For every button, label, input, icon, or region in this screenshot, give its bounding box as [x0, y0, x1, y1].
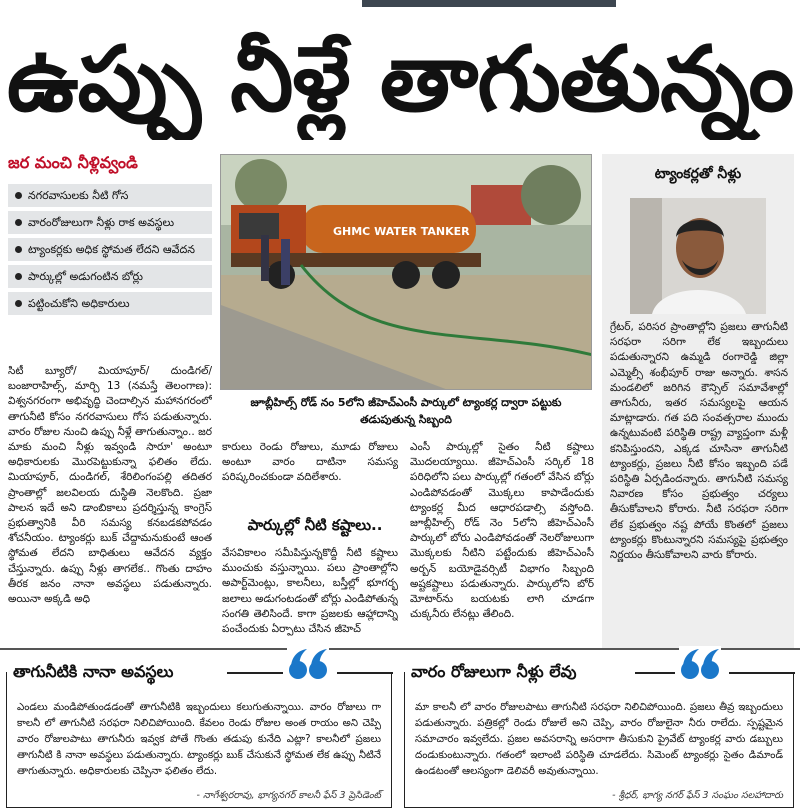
article-column-2b: వేసవికాలం సమీపిస్తున్నకొద్దీ నీటి కష్టాలు ముంచుకు వస్తున్నాయి. పలు ప్రాంతాల్లోని అపార్ట్‌మెంట్లు, కాలనీలు, బస్తీల్లో భూగర్భ జలాలు అడుగంటడంతో బోర్లు ఎండిపోతున్న సంగతి తెలిసిందే. కాగా ప్రజలకు ఆహ్లాదాన్ని పంచేందుకు ఏర్పాటు చేసిన జీహెచ్ — [222, 547, 398, 636]
headline: ఉప్పు నీళ్లే తాగుతున్నం — [6, 27, 794, 132]
tanker-label: GHMC WATER TANKER — [333, 225, 470, 238]
quote-icon — [287, 646, 329, 686]
box-right-body: మా కాలనీ లో వారం రోజులపాటు తాగునీటి సరఫరా నిలిచిపోయింది. ప్రజలు తీవ్ర ఇబ్బందులు పడుతున్నారు. పత్రికల్లో రెండు రోజులే అని చెప్పి, వారం రోజులైనా నీరు రాలేదు. స్పష్టమైన సమాచారం ఇవ్వలేదు. ప్రజల అవసరాన్ని అసరాగా తీసుకుని ప్రైవేట్ ట్యాంకర్ల వారు డబ్బులు దండుకుంటున్నారు. గతంలో ఇలాంటి పరిస్థితి చూడలేదు. సిమెంట్ ట్యాంకర్లు సైతం డిమాండ్ ఉండటంతో ఆలస్యంగా డెలివరీ అవుతున్నాయి. — [415, 702, 783, 777]
box-top-line — [227, 672, 283, 674]
box-right-signature: - శ్రీధర్, భాగ్య నగర్ ఫేస్ 3 సంఘం సలహాదారు — [612, 790, 783, 801]
bullet-text: వారంరోజులుగా నీళ్లు రాక అవస్థలు — [28, 216, 175, 229]
sidebar-box — [602, 154, 794, 648]
tanker-illustration — [221, 155, 592, 390]
opinion-box-left — [6, 662, 392, 808]
subheadline: జర మంచి నీళ్లివ్వండి — [8, 153, 138, 172]
portrait-photo — [630, 198, 766, 314]
box-left-signature: - నాగేశ్వరరావు, భాగ్యనగర్ కాలనీ ఫేస్ 3 ప్రెసిడెంట్ — [196, 790, 381, 801]
bullet-dot-icon — [15, 273, 22, 280]
bullet-item — [8, 238, 212, 261]
opinion-box-right — [404, 662, 794, 808]
sidebar-title: ట్యాంకర్లతో నీళ్లు — [654, 166, 742, 182]
bullet-text: పార్కుల్లో అడుగంటిన బోర్లు — [28, 270, 143, 283]
article-column-2: కారులు రెండు రోజులు, మూడు రోజులు అంటూ వారం దాటినా సమస్య పరిష్కరించకుండా వదిలేశారు. — [222, 441, 398, 484]
bullet-dot-icon — [15, 300, 22, 307]
bullet-list — [8, 184, 212, 356]
bullet-item — [8, 211, 212, 234]
section-heading-parks: పార్కుల్లో నీటి కష్టాలు.. — [247, 516, 383, 534]
bullet-item — [8, 292, 212, 315]
box-left-title: తాగునీటికి నానా అవస్థలు — [7, 658, 179, 686]
bullet-text: పట్టించుకోని అధికారులు — [28, 297, 130, 310]
bullet-text: నగరవాసులకు నీటి గోస — [28, 189, 129, 202]
box-top-line — [729, 672, 795, 674]
bullet-item — [8, 265, 212, 288]
box-top-line — [635, 672, 675, 674]
tanker-photo — [220, 154, 592, 390]
bullet-item — [8, 184, 212, 207]
person-illustration — [630, 198, 766, 314]
article-column-3: ఎంసీ పార్కుల్లో సైతం నీటి కష్టాలు మొదలయ్యాయి. జీహెచ్‌ఎంసీ సర్కిల్ 18 పరిధిలోని పలు పార్కుల్లో గతంలో వేసిన బోర్లు ఎండిపోవడంతో మొక్కలు కాపాడేందుకు ట్యాంకర్ల మీద ఆధారపడాల్సి వస్తోంది. జూబ్లీహిల్స్ రోడ్ నెం 5లోని జీహెచ్‌ఎంసీ పార్కులో బోరు ఎండిపోవడంతో నెలరోజులుగా మొక్కలకు నీటిని పట్టేందుకు జీహెచ్ఎంసీ అర్బన్ బయోడైవర్సిటీ విభాగం సిబ్బంది అష్టకష్టాలు పడుతున్నారు. పార్కులోని బోర్ మోటార్‌ను బయటకు లాగి చూడగా చుక్కనీరు లేనట్లు తేలింది. — [410, 441, 594, 621]
bullet-text: ట్యాంకర్లకు అధిక స్థోమత లేదని ఆవేదన — [28, 243, 195, 256]
photo-caption: జూబ్లీహిల్స్ రోడ్ నం 5లోని జీహెచ్‌ఎంసీ పార్కులో ట్యాంకర్ల ద్వారా పట్టుకు తడుపుతున్న సిబ్బంది — [250, 396, 562, 426]
bullet-dot-icon — [15, 246, 22, 253]
box-right-title: వారం రోజులుగా నీళ్లు లేవు — [405, 658, 583, 686]
bullet-dot-icon — [15, 219, 22, 226]
quote-icon — [679, 646, 721, 686]
box-top-line — [337, 672, 393, 674]
sidebar-text: గ్రేటర్, పరిసర ప్రాంతాల్లోని ప్రజలు తాగునీటి సరఫరా సరిగా లేక ఇబ్బందులు పడుతున్నారని ఉమ్మడి రంగారెడ్డి జిల్లా ఎమ్మెల్సీ శంభీపూర్ రాజు అన్నారు. శాసన మండలిలో జరిగిన కౌన్సిల్ సమావేశాల్లో తాగునీరు, ఇతర సమస్యలపై ఆయన మాట్లాడారు. గత పది సంవత్సరాల ముందు ఉన్నటువంటి పరిస్థితి రాష్ట్ర వ్యాప్తంగా మళ్లీ కనిపిస్తుందని, ఎక్కడ చూసినా తాగునీటి ట్యాంకర్లు, ప్రజలు నీటి కోసం ఇబ్బంది పడే పరిస్థితి ఏర్పడిందన్నారు. తాగునీటి సమస్య నివారణ కోసం ప్రభుత్వం చర్యలు తీసుకోవాలని కోరారు. నీటి సరఫరా సరిగా లేక ప్రభుత్వం నష్ట పోయే కొంతలో ప్రజలు ట్యాంకర్లు కొంటున్నారని సమస్యపై ప్రభుత్వం నిర్ణయం తీసుకోవాలని వారు కోరారు. — [610, 321, 788, 562]
bullet-dot-icon — [15, 192, 22, 199]
box-left-body: ఎండలు మండిపోతుండడంతో తాగునీటికి ఇబ్బందులు కలుగుతున్నాయి. వారం రోజులు గా కాలనీ లో తాగునీటి సరఫరా నిలిచిపోయింది. కేవలం రెండు రోజుల అంత రాయం అని చెప్పి వారం రోజులపాటు తాగునీరు ఇవ్వక పోతే గొంతు తడుపు కునేది ఎట్లా? కాలనీలో ప్రజలు తాగునీటి కి నానా అవస్థలు పడుతున్నారు. ట్యాంకర్లు బుక్ చేసుకునే స్థోమత లేక ఉప్పు నీటినే తాగుతున్నారు. అధికారులకు చెప్పినా ఫలితం లేదు. — [17, 702, 381, 777]
masthead-bar — [362, 0, 616, 7]
article-column-1: సిటీ బ్యూరో/ మియాపూర్/ దుండిగల్/ బంజారాహిల్స్, మార్చి 13 (నమస్తే తెలంగాణ): విశ్వనగరంగా అభివృద్ధి చెందాల్సిన మహానగరంలో తాగునీటి కోసం నగరవాసులు గోస పడుతున్నారు. వారం రోజుల నుంచి ఉప్పు నీళ్లే తాగుతున్నాం.. జర మాకు మంచి నీళ్లు ఇవ్వండి సారూ' అంటూ అధికారులకు మొరపెట్టుకున్నా ఫలితం లేదు. మియాపూర్, దుండిగల్, శేరిలింగంపల్లి తదితర ప్రాంతాల్లో జలవిలయ దుస్థితి నెలకొంది. ప్రజా పాలన ఇదే అని డాంబికాలు ప్రదర్శిస్తున్న కాంగ్రెస్ ప్రభుత్వానికి వీరి సమస్య కనబడకపోవడం శోచనీయం. ట్యాంకర్లు బుక్ చేద్దామనుకుంటే ఆంత స్థోమత లేదని బాధితులు ఆవేదన వ్యక్తం చేస్తున్నారు. ఉప్పు నీళ్లు తాగలేక.. గొంతు దాహం తీరక జనం నానా అవస్థలు పడుతున్నారు. అయినా అక్కడి అధి — [8, 365, 212, 606]
